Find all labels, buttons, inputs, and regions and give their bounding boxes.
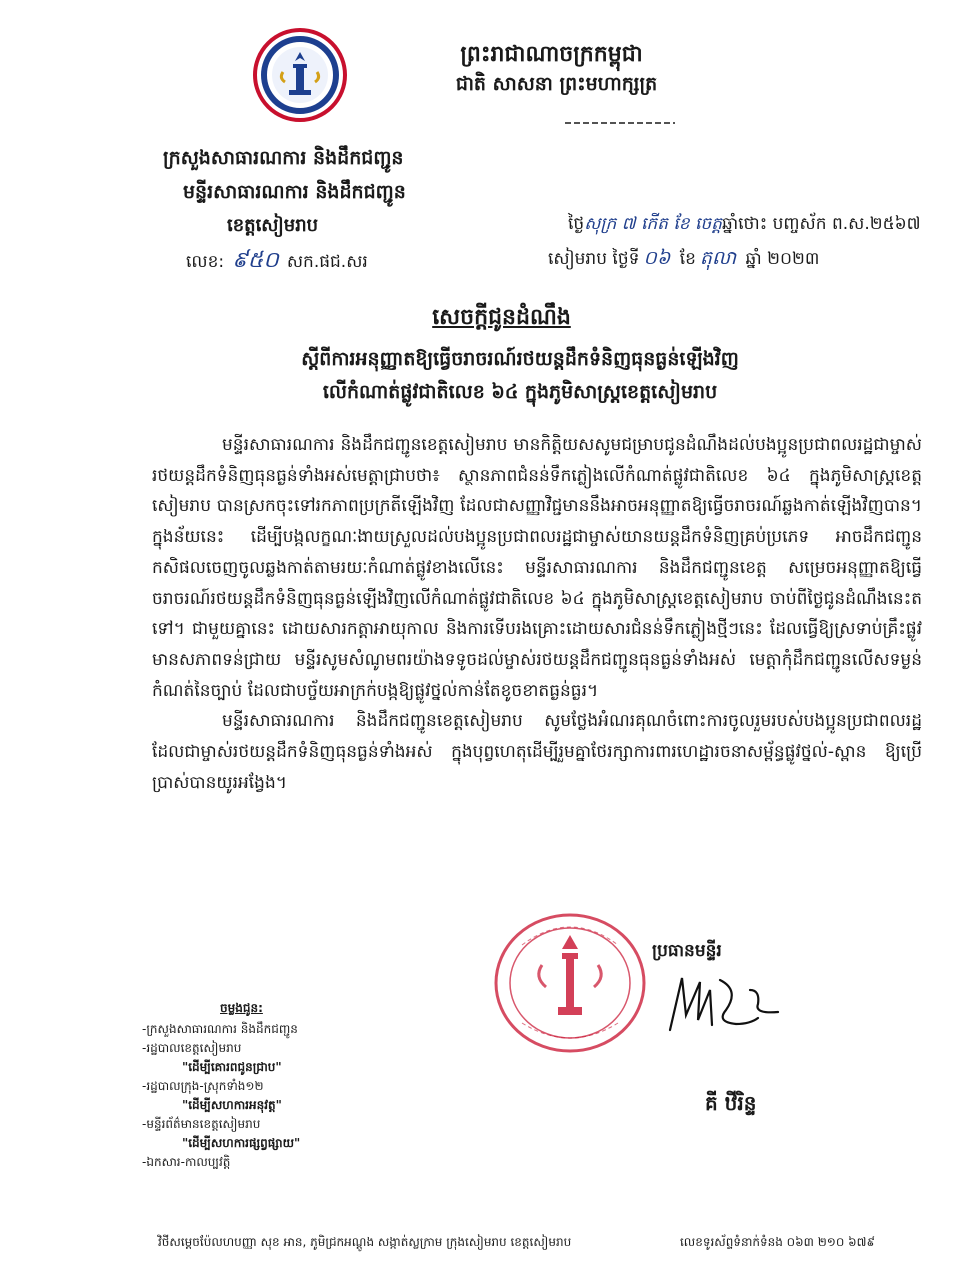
place-date — [548, 246, 819, 274]
body-paragraph-1: មន្ទីរសាធារណការ និងដឹកជញ្ជូនខេត្តសៀមរាប មានកិត្តិយសសូមជម្រាបជូនដំណឹងដល់បងប្អូនប្រជាពលរដ្ឋជាម្ចាស់រថយន្តដឹកទំនិញធុនធ្ងន់ទាំងអស់មេត្តាជ្រាបថា៖ ស្ថានភាពជំនន់ទឹកភ្លៀងលើកំណាត់ផ្លូវជាតិលេខ ៦៤ ក្នុងភូមិសាស្ត្រខេត្តសៀមរាប បានស្រកចុះទៅរកភាពប្រក្រតីឡើងវិញ ដែលជាសញ្ញាវិជ្ជមាននឹងអាចអនុញ្ញាតឱ្យធ្វើចរាចរណ៍ឆ្លងកាត់ឡើងវិញបាន។ ក្នុងន័យនេះ ដើម្បីបង្កលក្ខណៈងាយស្រួលដល់បងប្អូនប្រជាពលរដ្ឋជាម្ចាស់យានយន្តដឹកទំនិញគ្រប់ប្រភេទ អាចដឹកជញ្ជូនកសិផលចេញចូលឆ្លងកាត់តាមរយៈកំណាត់ផ្លូវខាងលើនេះ មន្ទីរសាធារណការ និងដឹកជញ្ជូនខេត្ត សម្រេចអនុញ្ញាតឱ្យធ្វើចរាចរណ៍រថយន្តដឹកទំនិញធុនធ្ងន់ឡើងវិញលើកំណាត់ផ្លូវជាតិលេខ ៦៤ ក្នុងភូមិសាស្ត្រខេត្តសៀមរាប ចាប់ពីថ្ងៃជូនដំណឹងនេះតទៅ។ ជាមួយគ្នានេះ ដោយសារកត្តាអាយុកាល និងការទើបរងគ្រោះដោយសារជំនន់ទឹកភ្លៀងថ្មីៗនេះ ដែលធ្វើឱ្យស្រទាប់គ្រឹះផ្លូវមានសភាពទន់ជ្រាយ មន្ទីរសូមសំណូមពរយ៉ាងទទូចដល់ម្ចាស់រថយន្តដឹកជញ្ជូនធុនធ្ងន់ទាំងអស់ មេត្តាកុំដឹកជញ្ជូនលើសទម្ងន់កំណត់នៃច្បាប់ ដែលជាបច្ច័យអាក្រក់បង្កឱ្យផ្លូវថ្នល់កាន់តែខូចខាតធ្ងន់ធ្ងរ។ — [152, 435, 922, 701]
ornament-divider — [565, 120, 675, 126]
document-title: សេចក្តីជូនដំណឹង — [432, 305, 571, 330]
footer-address: វិថីសម្តេចប៉ែលហបញ្ញា សុខ អាន, ភូមិជ្រកអណ្ដូង សង្កាត់ស្លក្រាម ក្រុងសៀមរាប ខេត្តសៀមរាប — [158, 1235, 572, 1249]
province-name: ខេត្តសៀមរាប — [227, 215, 319, 236]
place-date-prefix: សៀមរាប ថ្ងៃទី — [548, 249, 640, 269]
body-paragraph-2: មន្ទីរសាធារណការ និងដឹកជញ្ជូនខេត្តសៀមរាប សូមថ្លែងអំណរគុណចំពោះការចូលរួមរបស់បងប្អូនប្រជាពលរដ្ឋ ដែលជាម្ចាស់រថយន្តដឹកទំនិញធុនធ្ងន់ទាំងអស់ ក្នុងបុព្វហេតុដើម្បីរួមគ្នាថែរក្សាការពារហេដ្ឋារចនាសម្ព័ន្ធផ្លូវថ្នល់-ស្ពាន ឱ្យប្រើប្រាស់បានយូរអង្វែង។ — [152, 711, 922, 793]
signatory-title: ប្រធានមន្ទីរ — [652, 941, 722, 961]
ministry-name: ក្រសួងសាធារណការ និងដឹកជញ្ជូន — [163, 147, 404, 169]
cc-purpose: "ដើម្បីសហការអនុវត្ត" — [182, 1098, 282, 1112]
reference-number-label: លេខ: — [186, 252, 225, 272]
signatory-name: គី ឋីរិន្ទ — [705, 1091, 757, 1115]
date-day: ០៦ — [643, 247, 671, 269]
cc-purpose: "ដើម្បីគោរពជូនជ្រាប" — [182, 1060, 282, 1074]
reference-number-value: ៩៥០ — [232, 248, 279, 273]
handwritten-signature — [660, 960, 790, 1040]
kingdom-heading: ព្រះរាជាណាចក្រកម្ពុជា — [460, 42, 643, 67]
cc-purpose: "ដើម្បីសហការផ្សព្វផ្សាយ" — [182, 1136, 301, 1150]
cc-item: -ក្រសួងសាធារណការ និងដឹកជញ្ជូន — [142, 1022, 298, 1036]
lunar-date-prefix: ថ្ងៃ — [568, 214, 585, 234]
lunar-date-suffix: ឆ្នាំថោះ បញ្ចស័ក ព.ស.២៥៦៧ — [721, 214, 921, 234]
reference-number-suffix: សក.ផជ.សរ — [286, 252, 368, 272]
national-motto: ជាតិ សាសនា ព្រះមហាក្សត្រ — [455, 73, 658, 95]
cc-item: -រដ្ឋបាលខេត្តសៀមរាប — [142, 1041, 242, 1055]
ministry-logo — [253, 28, 347, 122]
reference-number — [186, 246, 368, 278]
footer-phone: លេខទូរស័ព្ទទំនាក់ទំនង ០៦៣ ២១០ ៦៧៩ — [680, 1235, 876, 1249]
cc-heading: ចម្លងជូន: — [220, 1001, 263, 1015]
date-month-label: ខែ — [679, 249, 696, 269]
subject-line-1: ស្តីពីការអនុញ្ញាតឱ្យធ្វើចរាចរណ៍រថយន្តដឹកទំនិញធុនធ្ងន់ឡើងវិញ — [301, 348, 739, 370]
cc-item: -រដ្ឋបាលក្រុង-ស្រុកទាំង១២ — [142, 1079, 264, 1093]
cc-item: -ឯកសារ-កាលប្បវត្តិ — [142, 1155, 231, 1169]
date-year: ២០២៣ — [767, 249, 820, 269]
document-body — [152, 430, 922, 798]
cc-item: -មន្ទីរព័ត៌មានខេត្តសៀមរាប — [142, 1117, 261, 1131]
lunar-date — [568, 213, 921, 238]
official-seal — [492, 905, 662, 1055]
subject-line-2: លើកំណាត់ផ្លូវជាតិលេខ ៦៤ ក្នុងភូមិសាស្ត្រខេត្តសៀមរាប — [322, 381, 718, 403]
department-name: មន្ទីរសាធារណការ និងដឹកជញ្ជូន — [183, 181, 406, 203]
document-subject — [120, 343, 920, 409]
date-year-label: ឆ្នាំ — [745, 249, 762, 269]
lunar-date-handwritten: សុក្រ ៧ កើត ខែ ចេត្ត — [584, 214, 722, 234]
cc-list — [142, 1020, 300, 1172]
date-month: តុលា — [699, 247, 737, 269]
